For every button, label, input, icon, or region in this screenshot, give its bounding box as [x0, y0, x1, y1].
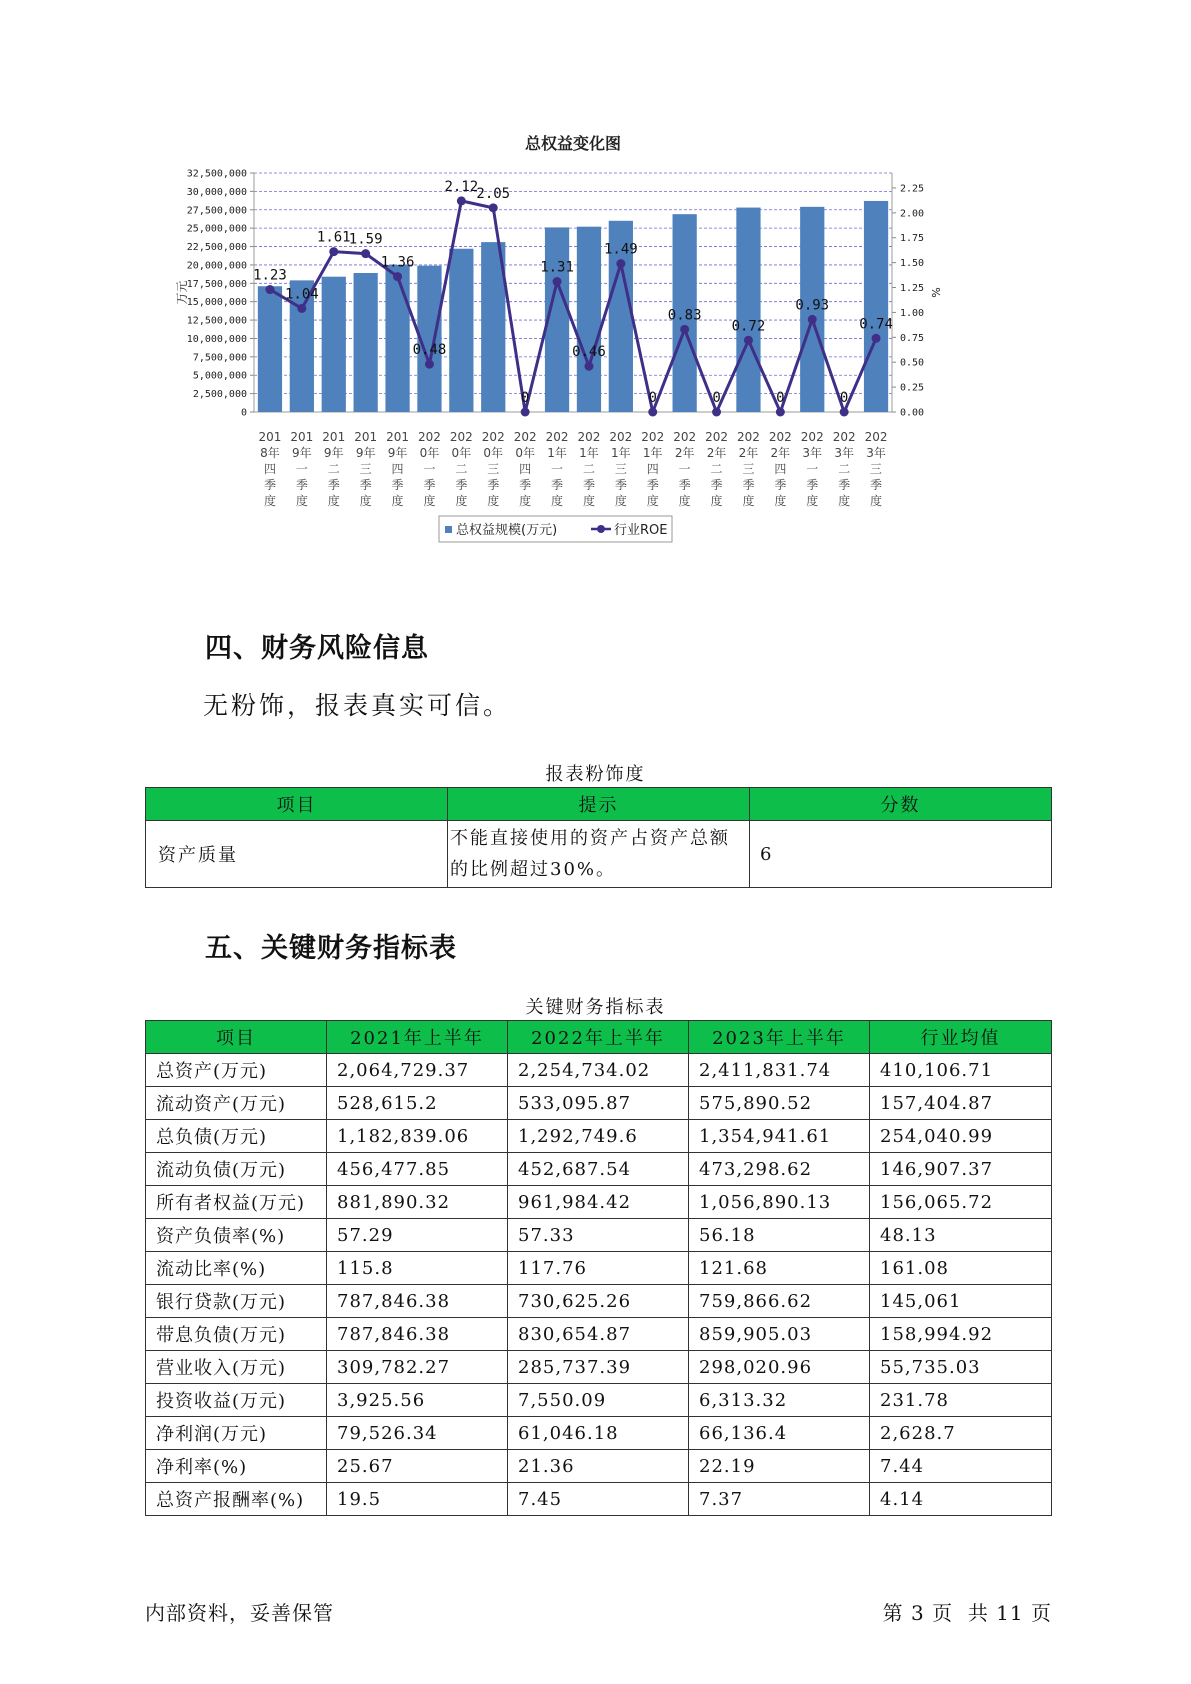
- x-tick-label: 9年: [355, 446, 376, 460]
- table-row: [146, 1483, 1052, 1516]
- roe-point: [840, 408, 849, 417]
- table-row: [146, 1417, 1052, 1450]
- roe-data-label: 2.12: [444, 178, 479, 195]
- x-tick-label: 三: [359, 462, 372, 476]
- kpi-cell-2022: 7.45: [508, 1483, 689, 1516]
- fluff-hint-text: 不能直接使用的资产占资产总额的比例超过30%。: [450, 828, 730, 880]
- roe-data-label: 1.59: [348, 231, 383, 248]
- kpi-cell-industry: 146,907.37: [870, 1153, 1052, 1186]
- footer-confidential: 内部资料，妥善保管: [145, 1601, 334, 1625]
- kpi-cell-2022: 117.76: [508, 1252, 689, 1285]
- roe-data-label: 0.46: [572, 344, 606, 361]
- kpi-cell-2022: 61,046.18: [508, 1417, 689, 1450]
- kpi-cell-industry: 7.44: [870, 1450, 1052, 1483]
- x-tick-label: 季: [263, 478, 276, 492]
- x-tick-label: 2年: [706, 446, 727, 460]
- y-right-tick-label: 0.50: [900, 357, 925, 369]
- kpi-cell-2021: 19.5: [327, 1483, 508, 1516]
- y-right-tick-label: 1.25: [900, 283, 925, 295]
- y-left-tick-label: 17,500,000: [186, 278, 247, 290]
- x-tick-label: 0年: [515, 446, 535, 460]
- x-tick-label: 季: [742, 478, 755, 492]
- table-row: [146, 1450, 1052, 1483]
- table-row: [146, 1153, 1052, 1186]
- roe-data-label: 1.04: [284, 286, 319, 303]
- roe-point: [425, 360, 434, 369]
- table-row: [146, 1219, 1052, 1252]
- roe-point: [457, 196, 466, 205]
- kpi-cell-item: 营业收入(万元): [146, 1351, 327, 1384]
- x-tick-label: 季: [327, 478, 340, 492]
- roe-point: [584, 362, 593, 371]
- bar: [354, 273, 378, 412]
- table-row: [146, 1252, 1052, 1285]
- y-left-tick-label: 7,500,000: [192, 352, 247, 364]
- fluff-table: [145, 787, 1052, 888]
- fluff-cell-item: 资产质量: [146, 821, 448, 888]
- y-left-tick-label: 10,000,000: [186, 333, 247, 345]
- x-tick-label: 1年: [547, 446, 567, 460]
- kpi-cell-2021: 79,526.34: [327, 1417, 508, 1450]
- x-tick-label: 2年: [738, 446, 759, 460]
- kpi-cell-2023: 1,056,890.13: [689, 1186, 870, 1219]
- kpi-cell-2023: 1,354,941.61: [689, 1120, 870, 1153]
- roe-data-label: 0.48: [412, 342, 447, 359]
- x-tick-label: 1年: [579, 446, 599, 460]
- x-tick-label: 季: [551, 478, 564, 492]
- x-tick-label: 度: [614, 494, 627, 508]
- roe-data-label: 2.05: [476, 185, 511, 202]
- roe-point: [329, 247, 338, 256]
- roe-point: [616, 259, 625, 268]
- legend-bar-swatch: [445, 526, 452, 533]
- x-tick-label: 季: [455, 478, 468, 492]
- y-left-tick-label: 5,000,000: [192, 370, 247, 382]
- x-tick-label: 202: [577, 430, 601, 444]
- roe-data-label: 0: [712, 390, 721, 406]
- kpi-cell-2023: 6,313.32: [689, 1384, 870, 1417]
- kpi-cell-2021: 456,477.85: [327, 1153, 508, 1186]
- x-tick-label: 度: [742, 494, 755, 508]
- kpi-header-item: 项目: [146, 1021, 327, 1054]
- x-tick-label: 度: [870, 494, 883, 508]
- roe-point: [489, 203, 498, 212]
- roe-point: [680, 325, 689, 334]
- x-tick-label: 0年: [483, 446, 504, 460]
- table-row: [146, 1285, 1052, 1318]
- kpi-cell-2021: 3,925.56: [327, 1384, 508, 1417]
- legend-bar-label: 总权益规模(万元): [456, 523, 558, 538]
- fluff-header-item: 项目: [146, 788, 448, 821]
- kpi-cell-2021: 1,182,839.06: [327, 1120, 508, 1153]
- kpi-cell-item: 总资产(万元): [146, 1054, 327, 1087]
- x-tick-label: 度: [582, 494, 595, 508]
- kpi-cell-2022: 730,625.26: [508, 1285, 689, 1318]
- kpi-cell-2023: 56.18: [689, 1219, 870, 1252]
- kpi-header-2022: 2022年上半年: [508, 1021, 689, 1054]
- roe-data-label: 1.36: [380, 254, 415, 271]
- x-tick-label: 四: [391, 462, 404, 476]
- kpi-cell-2022: 7,550.09: [508, 1384, 689, 1417]
- bar: [258, 286, 282, 412]
- bar: [385, 265, 409, 412]
- kpi-cell-industry: 145,061: [870, 1285, 1052, 1318]
- kpi-cell-2023: 121.68: [689, 1252, 870, 1285]
- kpi-cell-item: 流动比率(%): [146, 1252, 327, 1285]
- x-tick-label: 度: [263, 494, 276, 508]
- kpi-cell-2023: 859,905.03: [689, 1318, 870, 1351]
- kpi-cell-2021: 309,782.27: [327, 1351, 508, 1384]
- kpi-cell-2022: 533,095.87: [508, 1087, 689, 1120]
- table-row: [146, 1318, 1052, 1351]
- x-tick-label: 度: [774, 494, 787, 508]
- x-tick-label: 二: [710, 462, 723, 476]
- x-tick-label: 二: [455, 462, 468, 476]
- x-tick-label: 二: [582, 462, 595, 476]
- kpi-cell-item: 流动资产(万元): [146, 1087, 327, 1120]
- kpi-cell-2021: 787,846.38: [327, 1318, 508, 1351]
- x-tick-label: 季: [646, 478, 659, 492]
- y-right-tick-label: 1.50: [900, 258, 925, 270]
- kpi-cell-industry: 156,065.72: [870, 1186, 1052, 1219]
- x-tick-label: 度: [646, 494, 659, 508]
- kpi-cell-item: 带息负债(万元): [146, 1318, 327, 1351]
- x-tick-label: 3年: [834, 446, 854, 460]
- x-tick-label: 季: [710, 478, 723, 492]
- x-tick-label: 季: [870, 478, 883, 492]
- kpi-cell-industry: 48.13: [870, 1219, 1052, 1252]
- roe-point: [872, 334, 881, 343]
- x-tick-label: 三: [870, 462, 883, 476]
- kpi-cell-item: 总资产报酬率(%): [146, 1483, 327, 1516]
- y-right-tick-label: 0.00: [900, 407, 925, 419]
- kpi-cell-item: 资产负债率(%): [146, 1219, 327, 1252]
- kpi-cell-2022: 2,254,734.02: [508, 1054, 689, 1087]
- x-tick-label: 度: [391, 494, 404, 508]
- kpi-cell-2021: 2,064,729.37: [327, 1054, 508, 1087]
- x-tick-label: 二: [838, 462, 851, 476]
- kpi-cell-industry: 410,106.71: [870, 1054, 1052, 1087]
- x-tick-label: 度: [423, 494, 436, 508]
- x-tick-label: 度: [838, 494, 851, 508]
- x-tick-label: 一: [678, 462, 691, 476]
- x-tick-label: 1年: [611, 446, 631, 460]
- x-tick-label: 3年: [866, 446, 886, 460]
- kpi-cell-item: 投资收益(万元): [146, 1384, 327, 1417]
- table-row: [146, 1384, 1052, 1417]
- kpi-cell-item: 银行贷款(万元): [146, 1285, 327, 1318]
- kpi-cell-2023: 7.37: [689, 1483, 870, 1516]
- kpi-cell-2022: 57.33: [508, 1219, 689, 1252]
- kpi-cell-2021: 528,615.2: [327, 1087, 508, 1120]
- roe-data-label: 1.31: [540, 259, 574, 276]
- x-tick-label: 202: [417, 430, 441, 444]
- kpi-cell-2021: 57.29: [327, 1219, 508, 1252]
- x-tick-label: 201: [354, 430, 378, 444]
- y-left-tick-label: 30,000,000: [186, 186, 247, 198]
- y-left-tick-label: 25,000,000: [186, 223, 247, 235]
- kpi-header-2021: 2021年上半年: [327, 1021, 508, 1054]
- kpi-cell-industry: 158,994.92: [870, 1318, 1052, 1351]
- x-tick-label: 季: [582, 478, 595, 492]
- roe-data-label: 1.61: [316, 229, 351, 246]
- roe-data-label: 0: [648, 390, 657, 406]
- fluff-table-title: 报表粉饰度: [545, 764, 646, 785]
- table-row: [146, 1087, 1052, 1120]
- kpi-table-header: [146, 1021, 1052, 1054]
- x-tick-label: 三: [614, 462, 627, 476]
- x-tick-label: 二: [327, 462, 340, 476]
- kpi-cell-2023: 2,411,831.74: [689, 1054, 870, 1087]
- kpi-cell-item: 所有者权益(万元): [146, 1186, 327, 1219]
- roe-point: [521, 408, 530, 417]
- fluff-cell-score: 6: [750, 821, 1052, 888]
- kpi-cell-2023: 22.19: [689, 1450, 870, 1483]
- roe-point: [712, 408, 721, 417]
- x-tick-label: 一: [551, 462, 564, 476]
- kpi-cell-2022: 21.36: [508, 1450, 689, 1483]
- x-tick-label: 季: [487, 478, 500, 492]
- kpi-cell-2022: 452,687.54: [508, 1153, 689, 1186]
- kpi-cell-industry: 161.08: [870, 1252, 1052, 1285]
- kpi-cell-industry: 55,735.03: [870, 1351, 1052, 1384]
- roe-data-label: 0.74: [859, 316, 893, 333]
- roe-data-label: 0: [520, 390, 530, 406]
- x-tick-label: 季: [519, 478, 532, 492]
- kpi-cell-2022: 1,292,749.6: [508, 1120, 689, 1153]
- x-tick-label: 一: [423, 462, 436, 476]
- x-tick-label: 三: [742, 462, 755, 476]
- y-left-tick-label: 32,500,000: [186, 168, 247, 180]
- legend-line-marker: [597, 525, 605, 533]
- roe-point: [808, 315, 817, 324]
- chart-title: 总权益变化图: [524, 134, 622, 153]
- equity-chart-svg: [170, 130, 1030, 600]
- table-row: [146, 1351, 1052, 1384]
- x-tick-label: 季: [806, 478, 819, 492]
- x-tick-label: 2年: [674, 446, 695, 460]
- x-tick-label: 202: [736, 430, 760, 444]
- x-tick-label: 度: [806, 494, 819, 508]
- x-tick-label: 202: [513, 430, 537, 444]
- x-tick-label: 度: [455, 494, 468, 508]
- x-tick-label: 度: [519, 494, 532, 508]
- x-tick-label: 度: [359, 494, 372, 508]
- x-tick-label: 度: [678, 494, 691, 508]
- x-tick-label: 0年: [419, 446, 440, 460]
- fluff-header-score: 分数: [750, 788, 1052, 821]
- x-tick-label: 度: [327, 494, 340, 508]
- kpi-cell-2022: 830,654.87: [508, 1318, 689, 1351]
- x-tick-label: 202: [545, 430, 569, 444]
- x-tick-label: 四: [519, 462, 532, 476]
- kpi-cell-2023: 473,298.62: [689, 1153, 870, 1186]
- kpi-cell-item: 流动负债(万元): [146, 1153, 327, 1186]
- x-tick-label: 201: [258, 430, 282, 444]
- x-tick-label: 四: [263, 462, 276, 476]
- x-tick-label: 季: [774, 478, 787, 492]
- kpi-table: [145, 1020, 1052, 1516]
- bar: [864, 201, 888, 412]
- y-left-axis-label: 万元: [175, 280, 189, 305]
- y-right-tick-label: 0.25: [900, 382, 925, 394]
- kpi-table-title: 关键财务指标表: [525, 997, 666, 1018]
- section4-text: 无粉饰，报表真实可信。: [203, 691, 512, 720]
- x-tick-label: 202: [609, 430, 633, 444]
- kpi-cell-2021: 787,846.38: [327, 1285, 508, 1318]
- x-tick-label: 1年: [642, 446, 663, 460]
- x-tick-label: 3年: [802, 446, 823, 460]
- x-tick-label: 0年: [451, 446, 472, 460]
- roe-point: [776, 408, 785, 417]
- x-tick-label: 度: [295, 494, 308, 508]
- x-tick-label: 202: [800, 430, 824, 444]
- x-tick-label: 202: [768, 430, 792, 444]
- y-left-tick-label: 20,000,000: [186, 260, 247, 272]
- table-row: [146, 1054, 1052, 1087]
- roe-data-label: 0: [839, 390, 849, 406]
- y-right-tick-label: 1.75: [900, 233, 925, 245]
- y-right-tick-label: 2.25: [900, 183, 925, 195]
- y-left-tick-label: 2,500,000: [192, 389, 247, 401]
- bar: [577, 227, 601, 412]
- kpi-cell-item: 总负债(万元): [146, 1120, 327, 1153]
- x-tick-label: 季: [295, 478, 308, 492]
- fluff-cell-hint: [448, 821, 750, 888]
- table-row: [146, 1186, 1052, 1219]
- x-tick-label: 季: [838, 478, 851, 492]
- x-tick-label: 度: [710, 494, 723, 508]
- y-right-axis-label: %: [929, 287, 942, 298]
- footer-page-number: 第 3 页 共 11 页: [882, 1601, 1052, 1625]
- x-tick-label: 季: [614, 478, 627, 492]
- kpi-header-industry: 行业均值: [870, 1021, 1052, 1054]
- y-left-tick-label: 0: [240, 407, 247, 419]
- kpi-cell-2021: 25.67: [327, 1450, 508, 1483]
- legend-line-label: 行业ROE: [614, 523, 668, 538]
- roe-data-label: 0.93: [795, 297, 830, 314]
- x-tick-label: 三: [487, 462, 500, 476]
- x-tick-label: 202: [705, 430, 729, 444]
- x-tick-label: 一: [806, 462, 819, 476]
- x-tick-label: 202: [832, 430, 856, 444]
- x-tick-label: 季: [423, 478, 436, 492]
- kpi-cell-2022: 961,984.42: [508, 1186, 689, 1219]
- x-tick-label: 9年: [387, 446, 408, 460]
- x-tick-label: 一: [295, 462, 308, 476]
- bar: [322, 277, 346, 412]
- kpi-cell-item: 净利率(%): [146, 1450, 327, 1483]
- y-left-tick-label: 22,500,000: [186, 242, 247, 254]
- x-tick-label: 季: [359, 478, 372, 492]
- table-row: [146, 1120, 1052, 1153]
- y-right-tick-label: 1.00: [900, 307, 925, 319]
- kpi-cell-item: 净利润(万元): [146, 1417, 327, 1450]
- kpi-cell-industry: 4.14: [870, 1483, 1052, 1516]
- kpi-cell-industry: 157,404.87: [870, 1087, 1052, 1120]
- x-tick-label: 度: [487, 494, 500, 508]
- bar: [736, 208, 760, 412]
- roe-data-label: 0.83: [667, 307, 702, 324]
- section4-heading: 四、财务风险信息: [205, 633, 429, 664]
- x-tick-label: 202: [481, 430, 505, 444]
- kpi-cell-industry: 254,040.99: [870, 1120, 1052, 1153]
- x-tick-label: 四: [646, 462, 659, 476]
- roe-point: [297, 304, 306, 313]
- x-tick-label: 201: [386, 430, 410, 444]
- roe-data-label: 1.23: [253, 267, 287, 284]
- fluff-header-hint: 提示: [448, 788, 750, 821]
- kpi-cell-2023: 298,020.96: [689, 1351, 870, 1384]
- section5-heading: 五、关键财务指标表: [205, 933, 457, 964]
- kpi-cell-2023: 575,890.52: [689, 1087, 870, 1120]
- roe-point: [648, 408, 657, 417]
- y-left-tick-label: 27,500,000: [186, 205, 247, 217]
- x-tick-label: 202: [641, 430, 665, 444]
- y-right-tick-label: 0.75: [900, 332, 925, 344]
- kpi-cell-2023: 66,136.4: [689, 1417, 870, 1450]
- equity-chart: [170, 130, 1030, 600]
- roe-data-label: 1.49: [603, 241, 638, 258]
- roe-point: [265, 285, 274, 294]
- kpi-cell-2022: 285,737.39: [508, 1351, 689, 1384]
- kpi-cell-2023: 759,866.62: [689, 1285, 870, 1318]
- x-tick-label: 四: [774, 462, 787, 476]
- roe-data-label: 0: [776, 390, 785, 406]
- y-right-tick-label: 2.00: [900, 208, 925, 220]
- roe-point: [361, 249, 370, 258]
- x-tick-label: 201: [290, 430, 314, 444]
- x-tick-label: 9年: [323, 446, 344, 460]
- fluff-table-row: [146, 821, 1052, 888]
- x-tick-label: 季: [391, 478, 404, 492]
- fluff-table-header: [146, 788, 1052, 821]
- kpi-cell-2021: 115.8: [327, 1252, 508, 1285]
- roe-point: [393, 272, 402, 281]
- x-tick-label: 201: [322, 430, 346, 444]
- x-tick-label: 季: [678, 478, 691, 492]
- x-tick-label: 9年: [292, 446, 312, 460]
- roe-point: [553, 277, 562, 286]
- kpi-cell-2021: 881,890.32: [327, 1186, 508, 1219]
- x-tick-label: 202: [673, 430, 697, 444]
- x-tick-label: 8年: [260, 446, 280, 460]
- roe-data-label: 0.72: [731, 318, 766, 335]
- kpi-header-2023: 2023年上半年: [689, 1021, 870, 1054]
- y-left-tick-label: 12,500,000: [186, 315, 247, 327]
- x-tick-label: 2年: [770, 446, 791, 460]
- kpi-cell-industry: 2,628.7: [870, 1417, 1052, 1450]
- x-tick-label: 202: [864, 430, 888, 444]
- roe-point: [744, 336, 753, 345]
- x-tick-label: 202: [449, 430, 473, 444]
- x-tick-label: 度: [551, 494, 564, 508]
- kpi-cell-industry: 231.78: [870, 1384, 1052, 1417]
- bar: [449, 249, 473, 412]
- y-left-tick-label: 15,000,000: [186, 297, 247, 309]
